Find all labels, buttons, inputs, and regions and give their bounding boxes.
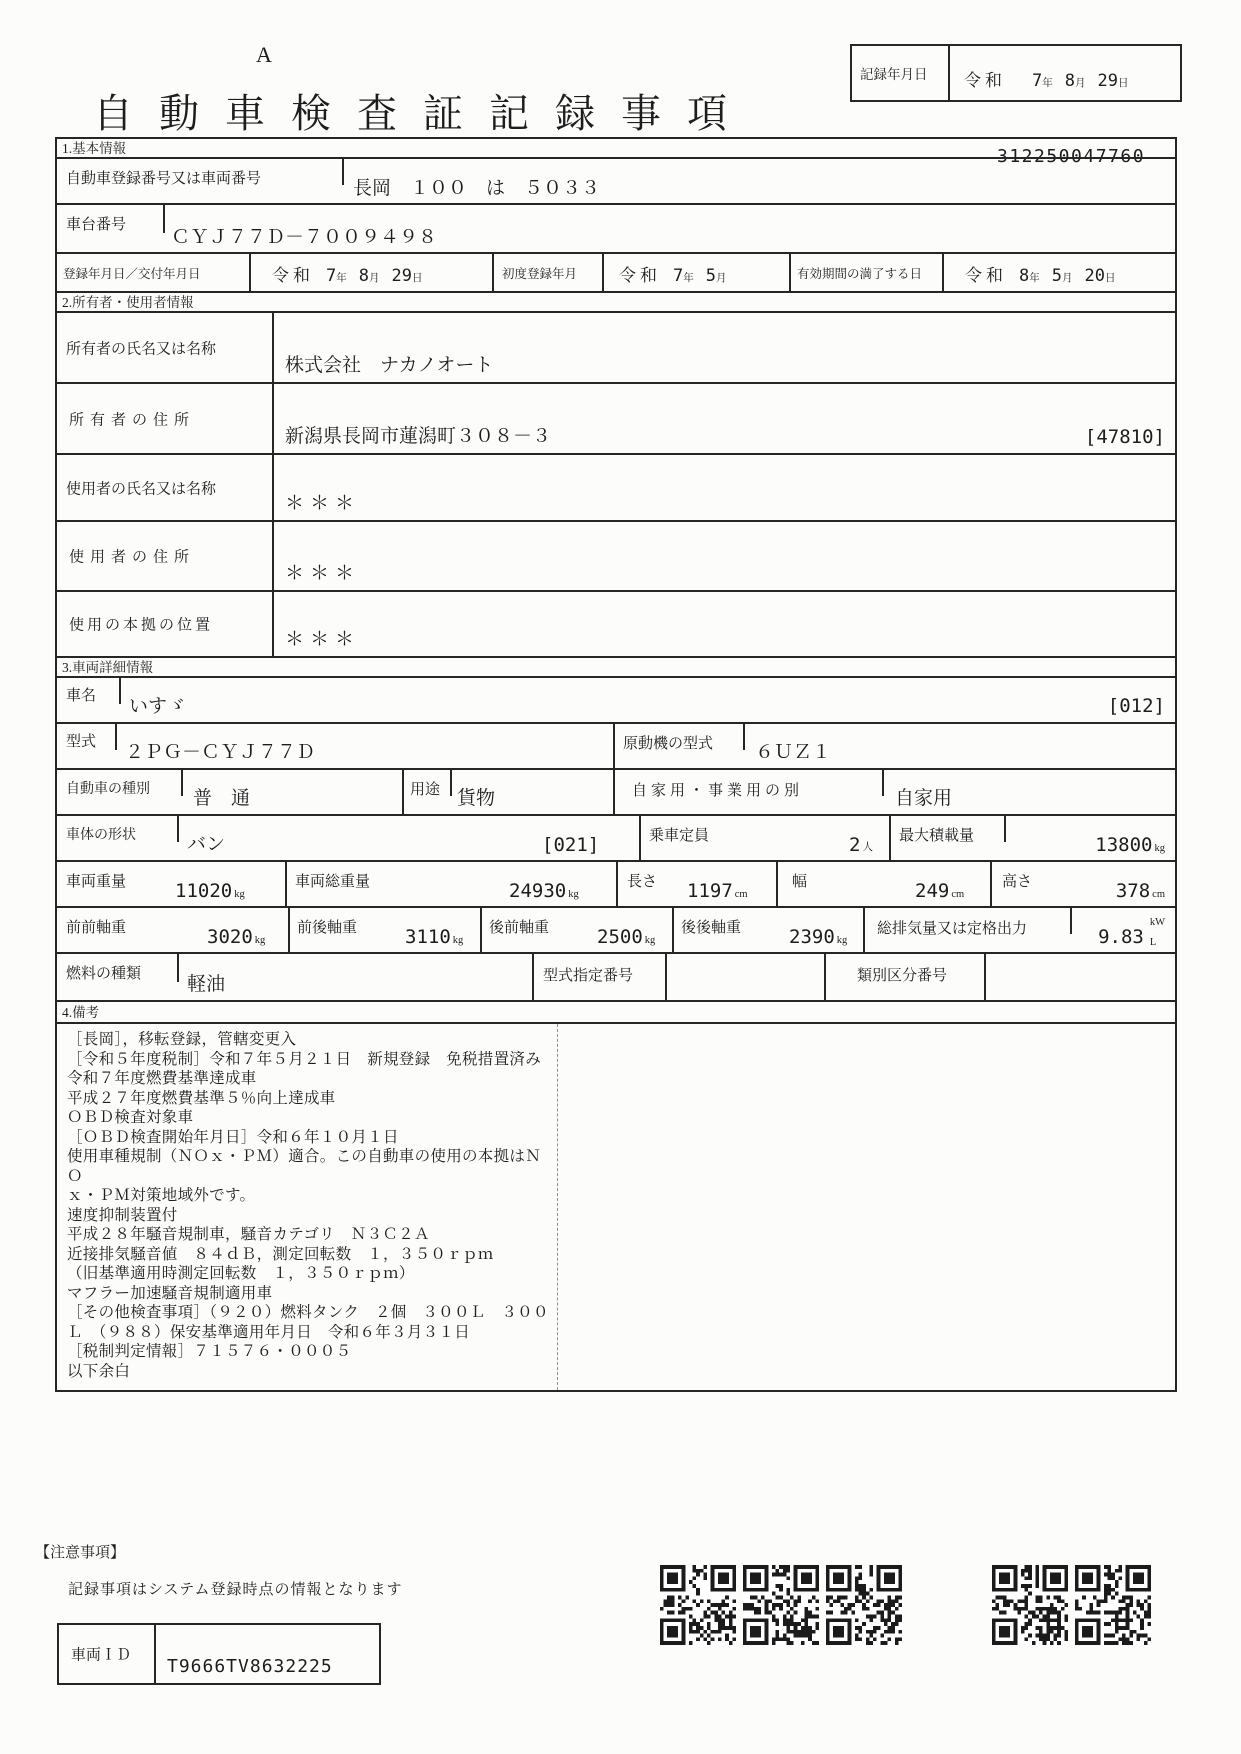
use-value: 貨物 xyxy=(457,788,496,809)
vehicle-id-value: T9666TV8632225 xyxy=(167,1656,333,1677)
remarks-line: ＯＢＤ検査対象車 xyxy=(67,1109,194,1126)
body-shape-code: [021] xyxy=(542,834,600,856)
capacity-label: 乗車定員 xyxy=(649,828,710,844)
document-number: 312250047760 xyxy=(997,146,1146,167)
remarks-line: ［その他検査事項］（９２０）燃料タンク ２個 ３００Ｌ ３００ xyxy=(67,1304,549,1321)
document-title: 自動車検査証記録事項 xyxy=(93,91,753,136)
first-registration-value: 令和 7 年 5 月 xyxy=(619,266,727,286)
max-load-value: 13800 kg xyxy=(1095,834,1165,856)
type-designation-label: 型式指定番号 xyxy=(543,968,634,984)
remarks-line: ［ＯＢＤ検査開始年月日］令和６年１０月１日 xyxy=(67,1128,399,1146)
model-value: ２ＰＧ－ＣＹＪ７７Ｄ xyxy=(125,741,316,763)
capacity-value: 2 人 xyxy=(849,834,873,856)
owner-address-row xyxy=(57,384,1175,455)
remarks-line: 平成２８年騒音規制車，騒音カテゴリ Ｎ３Ｃ２Ａ xyxy=(67,1226,430,1243)
chassis-number-label: 車台番号 xyxy=(66,217,127,233)
registration-number-row xyxy=(57,159,1175,205)
axle-fr-label: 前後軸重 xyxy=(297,920,358,936)
dates-row xyxy=(57,254,1175,293)
expiry-date-label: 有効期間の満了する日 xyxy=(797,266,923,281)
remarks-text xyxy=(67,1030,555,1381)
owner-address-code: [47810] xyxy=(1084,426,1165,448)
length-label: 長さ xyxy=(627,874,658,890)
section-vehicle-heading: 3.車両詳細情報 xyxy=(57,658,1175,678)
section-owner-heading: 2.所有者・使用者情報 xyxy=(57,293,1175,313)
displacement-label: 総排気量又は定格出力 xyxy=(877,921,1028,937)
remarks-box xyxy=(57,1024,1175,1390)
axle-fr-value: 3110 kg xyxy=(405,926,464,948)
class-number-label: 類別区分番号 xyxy=(857,968,948,984)
page-corner-mark: A xyxy=(256,42,272,67)
remarks-line: 平成２７年度燃費基準５％向上達成車 xyxy=(67,1089,336,1107)
vehicle-id-box xyxy=(57,1623,381,1685)
model-label: 型式 xyxy=(66,734,97,750)
base-location-row xyxy=(57,592,1175,658)
user-name-value: ＊＊＊ xyxy=(285,493,361,514)
vehicle-weight-value: 11020 kg xyxy=(175,880,245,902)
remarks-line: ［令和５年度税制］令和７年５月２１日 新規登録 免税措置済み xyxy=(67,1050,542,1068)
user-address-label: 使用者の住所 xyxy=(69,549,196,566)
width-value: 249 cm xyxy=(915,880,965,902)
height-label: 高さ xyxy=(1002,874,1033,890)
body-shape-row xyxy=(57,816,1175,862)
remarks-line: 令和７年度燃費基準達成車 xyxy=(67,1070,257,1087)
main-table xyxy=(55,137,1177,1392)
record-date-label: 記録年月日 xyxy=(860,67,928,82)
height-value: 378 cm xyxy=(1115,880,1165,902)
user-address-row xyxy=(57,522,1175,592)
kind-label: 自動車の種別 xyxy=(66,782,150,797)
fuel-value: 軽油 xyxy=(187,974,226,995)
section-remarks-heading: 4.備考 xyxy=(57,1002,1175,1024)
axle-rr-label: 後後軸重 xyxy=(681,920,742,936)
user-name-row xyxy=(57,455,1175,522)
owner-name-row xyxy=(57,313,1175,384)
axle-weights-row xyxy=(57,908,1175,954)
qr-code xyxy=(992,1565,1068,1645)
vehicle-id-label: 車両ＩＤ xyxy=(71,1647,132,1664)
max-load-label: 最大積載量 xyxy=(899,828,975,844)
axle-rr-value: 2390 kg xyxy=(789,926,848,948)
user-address-value: ＊＊＊ xyxy=(285,563,361,584)
owner-name-label: 所有者の氏名又は名称 xyxy=(66,341,217,357)
body-shape-value: バン xyxy=(187,834,226,855)
registration-number-label: 自動車登録番号又は車両番号 xyxy=(66,171,262,187)
owner-address-label: 所有者の住所 xyxy=(69,412,196,428)
notes-heading: 【注意事項】 xyxy=(35,1545,126,1561)
private-business-label: 自家用・事業用の別 xyxy=(632,783,804,799)
gross-weight-label: 車両総重量 xyxy=(295,874,371,890)
kind-value: 普 通 xyxy=(193,788,251,809)
remarks-line: Ｌ （９８８）保安基準適用年月日 令和６年３月３１日 xyxy=(67,1323,471,1341)
remarks-line: 使用車種規制（ＮＯｘ・ＰＭ）適合。この自動車の使用の本拠はＮＯ xyxy=(67,1148,542,1185)
user-name-label: 使用者の氏名又は名称 xyxy=(66,481,217,497)
record-date-box xyxy=(850,44,1182,102)
private-business-value: 自家用 xyxy=(895,788,953,809)
displacement-units: kW L xyxy=(1149,917,1165,948)
registration-number-value: 長岡 １００ は ５０３３ xyxy=(353,178,601,199)
use-label: 用途 xyxy=(410,782,441,798)
remarks-divider xyxy=(557,1024,558,1390)
vehicle-weight-label: 車両重量 xyxy=(66,874,127,890)
fuel-label: 燃料の種類 xyxy=(66,966,142,982)
qr-code xyxy=(1075,1565,1151,1645)
qr-code xyxy=(743,1565,819,1645)
expiry-date-value: 令和 8 年 5 月 20 日 xyxy=(965,266,1116,286)
vehicle-name-row xyxy=(57,678,1175,724)
remarks-line: 近接排気騒音値 ８４ｄＢ，測定回転数 １，３５０ｒｐｍ xyxy=(67,1245,494,1263)
model-row xyxy=(57,724,1175,770)
engine-model-label: 原動機の型式 xyxy=(623,736,714,752)
notes-text: 記録事項はシステム登録時点の情報となります xyxy=(68,1582,403,1598)
base-location-label: 使用の本拠の位置 xyxy=(69,617,214,634)
axle-ff-label: 前前軸重 xyxy=(66,920,127,936)
displacement-value: 9.83 kW L xyxy=(1098,917,1165,948)
vehicle-name-label: 車名 xyxy=(66,688,97,704)
remarks-line: マフラー加速騒音規制適用車 xyxy=(67,1284,273,1302)
remarks-line: 以下余白 xyxy=(67,1362,131,1380)
owner-address-value: 新潟県長岡市蓮潟町３０８－３ xyxy=(285,426,552,447)
record-date-value: 令和 7 年 8 月 29 日 xyxy=(964,71,1129,91)
kind-use-row xyxy=(57,770,1175,816)
fuel-row xyxy=(57,954,1175,1002)
base-location-value: ＊＊＊ xyxy=(285,629,361,650)
remarks-line: ［長岡］，移転登録，管轄変更入 xyxy=(67,1031,297,1048)
axle-rf-value: 2500 kg xyxy=(597,926,656,948)
remarks-line: ｘ・ＰＭ対策地域外です。 xyxy=(67,1187,256,1204)
qr-code xyxy=(826,1565,902,1645)
registration-date-label: 登録年月日／交付年月日 xyxy=(63,266,201,281)
remarks-line: 速度抑制装置付 xyxy=(67,1206,178,1224)
vehicle-name-code: [012] xyxy=(1107,695,1165,717)
chassis-number-value: ＣＹＪ７７Ｄ－７００９４９８ xyxy=(171,226,438,248)
axle-rf-label: 後前軸重 xyxy=(489,920,550,936)
body-shape-label: 車体の形状 xyxy=(66,828,136,843)
remarks-line: ［税制判定情報］７１５７６・０００５ xyxy=(67,1343,352,1360)
gross-weight-value: 24930 kg xyxy=(509,880,579,902)
width-label: 幅 xyxy=(792,874,808,890)
weights-dimensions-row xyxy=(57,862,1175,908)
length-value: 1197 cm xyxy=(687,880,748,902)
first-registration-label: 初度登録年月 xyxy=(502,266,578,281)
axle-ff-value: 3020 kg xyxy=(207,926,266,948)
chassis-number-row xyxy=(57,205,1175,254)
owner-name-value: 株式会社 ナカノオート xyxy=(285,355,494,376)
qr-code xyxy=(660,1565,736,1645)
remarks-line: （旧基準適用時測定回転数 １，３５０ｒｐｍ） xyxy=(67,1265,415,1282)
section-basic-heading: 1.基本情報 xyxy=(57,139,1175,159)
vehicle-name-value: いすゞ xyxy=(129,696,187,717)
registration-date-value: 令和 7 年 8 月 29 日 xyxy=(272,266,423,286)
engine-model-value: ６ＵＺ１ xyxy=(755,741,832,763)
